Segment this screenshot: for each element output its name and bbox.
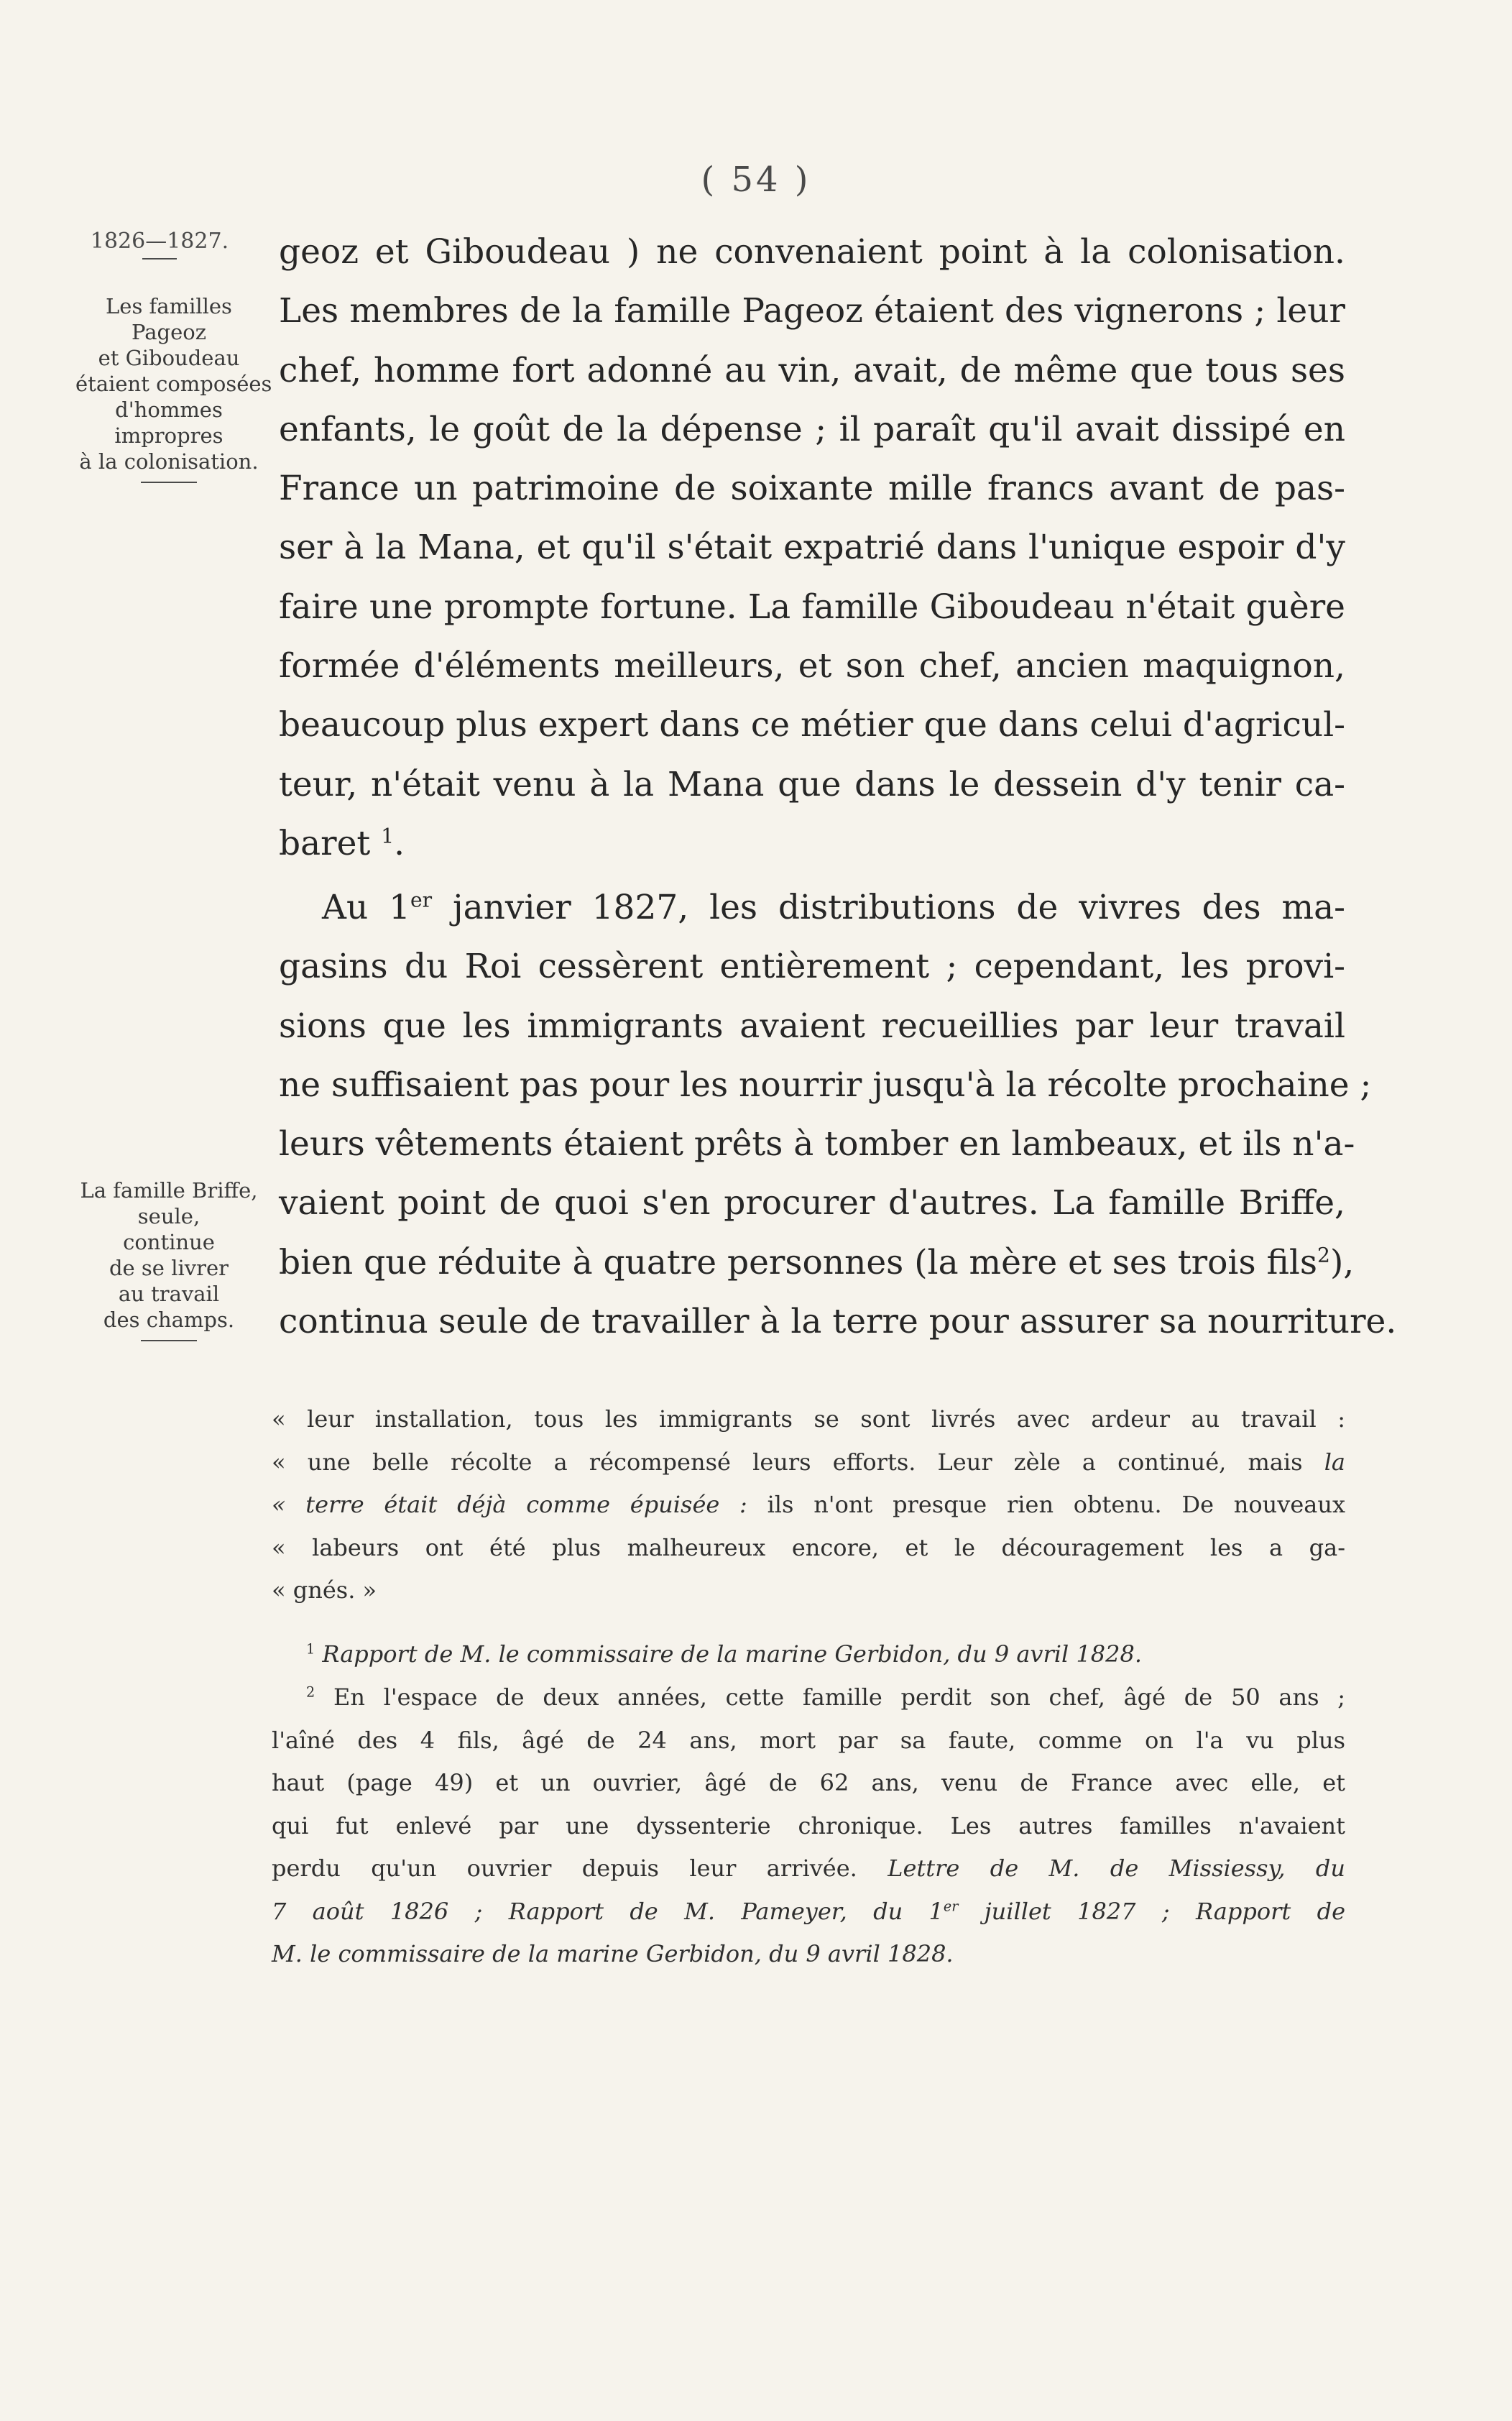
margin-note-families [75, 293, 272, 483]
footnote-marker: 1 [306, 1640, 315, 1658]
margin-note-line: des champs. [103, 1308, 235, 1332]
text-fragment-italic: « terre était déjà comme épuisée : [272, 1491, 747, 1518]
footnote-2 [272, 1676, 1345, 1976]
text-line: teur, n'était venu à la Mana que dans le dessein d'y tenir ca- [279, 764, 1345, 804]
margin-note-briffe [75, 1177, 262, 1341]
text-fragment: ), [1329, 1242, 1355, 1282]
text-fragment: . [394, 823, 405, 863]
text-line: gasins du Roi cessèrent entièrement ; cependant, les provi- [279, 947, 1345, 987]
text-line: leurs vêtements étaient prêts à tomber en lambeaux, et ils n'a- [279, 1124, 1355, 1164]
footnote-line: qui fut enlevé par une dyssenterie chronique. Les autres familles n'avaient [272, 1811, 1345, 1839]
quote-line [272, 1441, 1345, 1484]
margin-note-rule [141, 482, 197, 483]
quote-line: « gnés. » [272, 1576, 377, 1604]
text-fragment: En l'espace de deux années, cette famille perdit son chef, âgé de 50 ans ; [333, 1683, 1346, 1711]
footnote-1 [272, 1633, 1345, 1676]
ordinal-sup: er [410, 888, 433, 912]
text-line: faire une prompte fortune. La famille Giboudeau n'était guère [279, 587, 1345, 627]
margin-note-line: étaient composées [75, 372, 272, 396]
text-line: continua seule de travailler à la terre pour assurer sa nourriture. [279, 1302, 1397, 1342]
text-fragment: Au 1 [322, 888, 410, 927]
text-line: enfants, le goût de la dépense ; il paraît qu'il avait dissipé en [279, 409, 1345, 449]
paragraph-january-1827 [279, 878, 1397, 1351]
text-line: Les membres de la famille Pageoz étaient des vignerons ; leur [279, 291, 1345, 331]
footnote-ref: 1 [381, 824, 395, 848]
text-fragment: 7 août 1826 ; Rapport de M. Pameyer, du 1 [272, 1897, 944, 1925]
paragraph-pageoz-giboudeau [279, 223, 1345, 873]
text-fragment: bien que réduite à quatre personnes (la mère et ses trois fils [279, 1242, 1318, 1282]
text-line: chef, homme fort adonné au vin, avait, de même que tous ses [279, 350, 1345, 390]
text-fragment-italic: M. le commissaire de la marine Gerbidon, du 9 avril 1828. [272, 1940, 954, 1967]
footnote-line: l'aîné des 4 fils, âgé de 24 ans, mort par sa faute, comme on l'a vu plus [272, 1726, 1345, 1754]
text-fragment-italic [272, 1898, 1345, 1925]
text-fragment: ils n'ont presque rien obtenu. De nouveaux [747, 1491, 1346, 1518]
text-line: formée d'éléments meilleurs, et son chef, ancien maquignon, [279, 646, 1345, 686]
margin-note-rule [141, 1340, 197, 1341]
text-fragment: perdu qu'un ouvrier depuis leur arrivée. [272, 1855, 888, 1882]
footnote-line [272, 1847, 1345, 1891]
footnote-line [272, 1676, 1345, 1719]
text-line [279, 1234, 1355, 1292]
margin-note-line: continue [123, 1230, 215, 1254]
text-line [279, 814, 1345, 873]
text-fragment: « une belle récolte a récompensé leurs efforts. Leur zèle a continué, mais [272, 1448, 1324, 1476]
text-fragment-italic: la [1324, 1448, 1345, 1476]
margin-note-line: à la colonisation. [79, 449, 259, 474]
margin-note-line: La famille Briffe, [80, 1178, 258, 1203]
quote-line [272, 1484, 1345, 1527]
footnote-line [272, 1633, 1345, 1676]
margin-note-line: seule, [137, 1204, 200, 1228]
text-fragment: juillet 1827 ; Rapport de [958, 1897, 1346, 1925]
text-line: ne suffisaient pas pour les nourrir jusqu'à la récolte prochaine ; [279, 1065, 1372, 1105]
text-fragment-italic: Lettre de M. de Missiessy, du [888, 1855, 1346, 1882]
quoted-passage [272, 1398, 1345, 1612]
margin-years [80, 229, 239, 259]
page-number: ( 54 ) [701, 160, 811, 200]
footnote-line [272, 1933, 1345, 1976]
margin-note-line: au travail [118, 1282, 220, 1306]
text-line: sions que les immigrants avaient recueillies par leur travail [279, 1006, 1345, 1046]
margin-note-line: Les familles [106, 294, 232, 318]
text-fragment: janvier 1827, les distributions de vivres des ma- [432, 888, 1345, 927]
margin-note-line: impropres [114, 423, 223, 448]
margin-note-line: de se livrer [109, 1256, 229, 1280]
footnote-line: haut (page 49) et un ouvrier, âgé de 62 ans, venu de France avec elle, et [272, 1769, 1345, 1796]
text-line: beaucoup plus expert dans ce métier que dans celui d'agricul- [279, 705, 1345, 745]
footnote-line [272, 1891, 1345, 1934]
margin-note-line: et Giboudeau [98, 346, 240, 370]
text-fragment: baret [279, 823, 371, 863]
margin-years-rule [142, 258, 177, 259]
margin-note-line: d'hommes [115, 398, 223, 422]
footnote-marker: 2 [306, 1683, 315, 1701]
ordinal-sup: er [943, 1897, 959, 1914]
text-line: geoz et Giboudeau ) ne convenaient point à la colonisation. [279, 232, 1345, 272]
text-line: vaient point de quoi s'en procurer d'autres. La famille Briffe, [279, 1183, 1345, 1223]
text-line [279, 878, 1345, 937]
quote-line: « labeurs ont été plus malheureux encore, et le découragement les a ga- [272, 1533, 1345, 1561]
margin-years-text: 1826—1827. [90, 229, 229, 254]
quote-line: « leur installation, tous les immigrants se sont livrés avec ardeur au travail : [272, 1405, 1345, 1433]
footnote-text-italic: Rapport de M. le commissaire de la marine Gerbidon, du 9 avril 1828. [322, 1640, 1143, 1668]
footnote-ref: 2 [1317, 1243, 1330, 1267]
margin-note-line: Pageoz [132, 320, 206, 344]
text-line: France un patrimoine de soixante mille francs avant de pas- [279, 469, 1345, 509]
text-line: ser à la Mana, et qu'il s'était expatrié dans l'unique espoir d'y [279, 528, 1345, 568]
